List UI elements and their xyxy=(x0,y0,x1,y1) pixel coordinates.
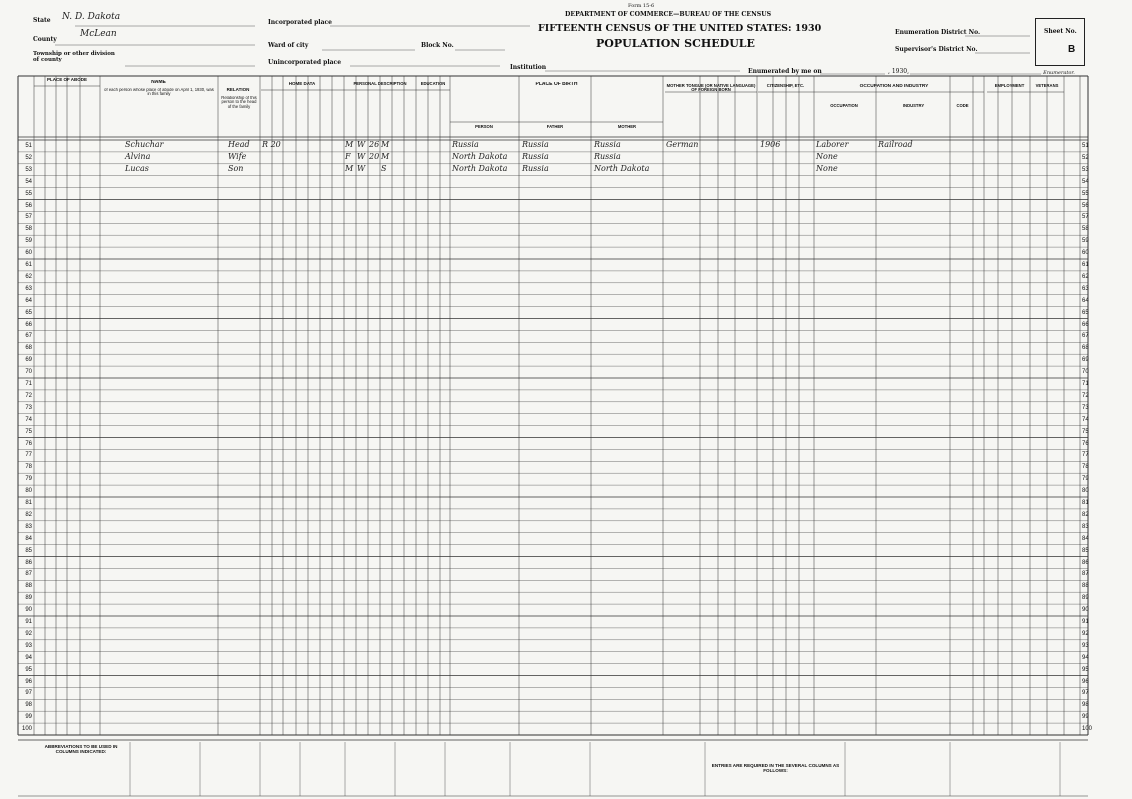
line-number-right: 95 xyxy=(1082,666,1089,673)
line-number-left: 53 xyxy=(25,166,32,173)
birth-place-person: North Dakota xyxy=(452,151,508,161)
line-number-right: 98 xyxy=(1082,702,1089,709)
enumerated-label: Enumerated by me on xyxy=(748,68,822,75)
person-name: Lucas xyxy=(125,163,149,173)
line-number-right: 77 xyxy=(1082,452,1089,459)
line-number-left: 72 xyxy=(25,392,32,399)
marital-status: M xyxy=(381,140,390,149)
home-tenure: R 20 xyxy=(262,140,281,149)
line-number-right: 88 xyxy=(1082,583,1089,590)
place-of-abode-head: PLACE OF ABODE xyxy=(46,78,88,82)
birth-place-father: Russia xyxy=(522,151,549,161)
unincorporated-label: Unincorporated place xyxy=(268,59,342,66)
line-number-left: 91 xyxy=(25,619,32,625)
occupation: None xyxy=(816,163,838,173)
person-name: Alvina xyxy=(125,151,151,161)
relation-head: RELATION xyxy=(226,88,250,92)
industry-head: INDUSTRY xyxy=(902,104,925,108)
race: W xyxy=(357,140,366,149)
line-number-right: 80 xyxy=(1082,488,1089,495)
line-number-right: 69 xyxy=(1082,357,1089,364)
line-number-right: 71 xyxy=(1082,381,1089,387)
line-number-left: 62 xyxy=(25,273,32,280)
line-number-left: 79 xyxy=(25,476,32,483)
line-number-right: 89 xyxy=(1082,595,1089,602)
line-number-left: 68 xyxy=(25,345,32,352)
line-number-right: 60 xyxy=(1082,250,1089,257)
line-number-right: 100 xyxy=(1082,726,1093,733)
occupation-head: OCCUPATION xyxy=(830,104,858,108)
occupation: Laborer xyxy=(816,140,849,149)
line-number-left: 58 xyxy=(25,226,32,233)
line-number-left: 54 xyxy=(25,178,32,185)
entries-title: ENTRIES ARE REQUIRED IN THE SEVERAL COLUMNS AS FOLLOWS: xyxy=(711,763,840,774)
marital-status: S xyxy=(381,163,387,173)
line-number-right: 54 xyxy=(1082,178,1089,185)
census-title: FIFTEENTH CENSUS OF THE UNITED STATES: 1930 xyxy=(538,23,822,34)
line-number-right: 78 xyxy=(1082,464,1089,471)
line-number-right: 72 xyxy=(1082,392,1089,399)
line-number-right: 94 xyxy=(1082,654,1089,661)
schedule-title: POPULATION SCHEDULE xyxy=(596,37,755,50)
line-number-right: 61 xyxy=(1082,262,1089,268)
relation: Wife xyxy=(228,151,247,161)
line-number-left: 95 xyxy=(25,666,32,673)
birth-place-person: Russia xyxy=(452,140,479,149)
line-number-right: 73 xyxy=(1082,404,1089,411)
line-number-right: 70 xyxy=(1082,369,1089,376)
line-number-right: 86 xyxy=(1082,559,1089,566)
line-number-left: 63 xyxy=(25,285,32,292)
line-number-right: 56 xyxy=(1082,202,1089,209)
industry: Railroad xyxy=(878,140,913,149)
line-number-left: 99 xyxy=(25,714,32,721)
line-number-right: 87 xyxy=(1082,571,1089,578)
line-number-left: 80 xyxy=(25,488,32,495)
veterans-head: VETERANS xyxy=(1035,84,1059,88)
line-number-right: 62 xyxy=(1082,273,1089,280)
birth-mother-head: MOTHER xyxy=(617,125,637,129)
employment-head: EMPLOYMENT xyxy=(994,84,1025,88)
state-label: State xyxy=(33,17,51,24)
year-suffix: , 1930, xyxy=(888,68,909,75)
line-number-right: 59 xyxy=(1082,238,1089,245)
line-number-left: 51 xyxy=(25,143,32,149)
birth-place-mother: Russia xyxy=(594,151,621,161)
line-number-right: 68 xyxy=(1082,345,1089,352)
line-number-left: 92 xyxy=(25,630,32,637)
person-name: Schuchar xyxy=(125,140,164,149)
line-number-left: 77 xyxy=(25,452,32,459)
line-number-left: 71 xyxy=(25,381,32,387)
line-number-right: 96 xyxy=(1082,678,1089,685)
line-number-right: 83 xyxy=(1082,523,1089,530)
line-number-left: 59 xyxy=(25,238,32,245)
line-number-left: 70 xyxy=(25,369,32,376)
line-number-left: 87 xyxy=(25,571,32,578)
line-number-left: 65 xyxy=(25,309,32,316)
line-number-left: 64 xyxy=(25,297,32,304)
line-number-left: 78 xyxy=(25,464,32,471)
sex: M xyxy=(345,140,354,149)
enumeration-district-label: Enumeration District No. xyxy=(895,29,981,36)
line-number-right: 65 xyxy=(1082,309,1089,316)
line-number-right: 90 xyxy=(1082,607,1089,614)
mother-tongue: German xyxy=(666,140,699,149)
line-number-left: 69 xyxy=(25,357,32,364)
line-number-left: 57 xyxy=(25,214,32,221)
county-value: McLean xyxy=(80,29,117,39)
line-number-right: 92 xyxy=(1082,630,1089,637)
line-number-right: 51 xyxy=(1082,143,1089,149)
age: 20 xyxy=(369,151,380,161)
line-number-left: 61 xyxy=(25,262,32,268)
place-of-birth-head: PLACE OF BIRTH xyxy=(535,82,578,87)
line-number-left: 98 xyxy=(25,702,32,709)
birth-place-person: North Dakota xyxy=(452,163,508,173)
birth-place-father: Russia xyxy=(522,140,549,149)
race: W xyxy=(357,163,366,173)
sheet-label: Sheet No. xyxy=(1044,28,1077,35)
line-number-right: 55 xyxy=(1082,190,1089,197)
line-number-right: 67 xyxy=(1082,333,1089,340)
line-number-right: 66 xyxy=(1082,321,1089,328)
line-number-left: 97 xyxy=(25,690,32,697)
state-value: N. D. Dakota xyxy=(62,12,121,22)
supervisor-district-label: Supervisor's District No. xyxy=(895,46,978,53)
relation: Son xyxy=(228,163,244,173)
birth-father-head: FATHER xyxy=(546,125,564,129)
birth-person-head: PERSON xyxy=(475,125,493,129)
race: W xyxy=(357,151,366,161)
relation-desc: Relationship of this person to the head of the family xyxy=(221,96,257,109)
line-number-right: 79 xyxy=(1082,476,1089,483)
ward-label: Ward of city xyxy=(268,42,309,49)
line-number-right: 63 xyxy=(1082,285,1089,292)
birth-place-mother: Russia xyxy=(594,140,621,149)
line-number-right: 85 xyxy=(1082,547,1089,554)
line-number-left: 100 xyxy=(21,726,32,733)
code-head: CODE xyxy=(956,104,969,108)
mother-tongue-head: MOTHER TONGUE (OR NATIVE LANGUAGE) OF FOREIGN BORN xyxy=(666,84,756,93)
line-number-left: 75 xyxy=(25,428,32,435)
line-number-left: 84 xyxy=(25,535,32,542)
line-number-right: 53 xyxy=(1082,166,1089,173)
line-number-left: 55 xyxy=(25,190,32,197)
line-number-left: 83 xyxy=(25,523,32,530)
birth-place-father: Russia xyxy=(522,163,549,173)
county-label: County xyxy=(33,36,57,43)
line-number-left: 93 xyxy=(25,642,32,649)
abbreviations-title: ABBREVIATIONS TO BE USED IN COLUMNS INDICATED: xyxy=(44,744,118,755)
sex: M xyxy=(345,163,354,173)
line-number-left: 94 xyxy=(25,654,32,661)
line-number-left: 86 xyxy=(25,559,32,566)
line-number-left: 82 xyxy=(25,511,32,518)
relation: Head xyxy=(228,140,250,149)
enumerator-label: , Enumerator. xyxy=(1040,70,1075,76)
line-number-right: 93 xyxy=(1082,642,1089,649)
line-number-right: 52 xyxy=(1082,154,1089,161)
education-head: EDUCATION xyxy=(420,82,446,86)
form-number: Form 15-6 xyxy=(628,3,655,9)
line-number-left: 52 xyxy=(25,154,32,161)
line-number-right: 82 xyxy=(1082,511,1089,518)
marital-status: M xyxy=(381,151,390,161)
line-number-left: 76 xyxy=(25,440,32,447)
line-number-right: 91 xyxy=(1082,619,1089,625)
citizenship-head: CITIZENSHIP, ETC. xyxy=(766,84,805,88)
line-number-right: 57 xyxy=(1082,214,1089,221)
line-number-left: 67 xyxy=(25,333,32,340)
institution-label: Institution xyxy=(510,64,547,71)
line-number-right: 84 xyxy=(1082,535,1089,542)
line-number-left: 73 xyxy=(25,404,32,411)
name-desc: of each person whose place of abode on April 1, 1930, was in this family xyxy=(104,88,214,97)
department-heading: DEPARTMENT OF COMMERCE—BUREAU OF THE CENSUS xyxy=(565,11,772,18)
line-number-left: 60 xyxy=(25,250,32,257)
occupation: None xyxy=(816,151,838,161)
line-number-left: 56 xyxy=(25,202,32,209)
sex: F xyxy=(345,151,351,161)
immigration-year: 1906 xyxy=(760,140,781,149)
block-label: Block No. xyxy=(421,42,454,49)
home-data-head: HOME DATA xyxy=(288,82,316,86)
line-number-left: 66 xyxy=(25,321,32,328)
birth-place-mother: North Dakota xyxy=(594,163,650,173)
line-number-right: 76 xyxy=(1082,440,1089,447)
sheet-value: B xyxy=(1068,44,1076,55)
line-number-left: 74 xyxy=(25,416,32,423)
line-number-left: 85 xyxy=(25,547,32,554)
age: 26 xyxy=(369,140,380,149)
occupation-industry-head: OCCUPATION AND INDUSTRY xyxy=(859,84,929,89)
township-label: Township or other division of county xyxy=(33,51,115,63)
personal-head: PERSONAL DESCRIPTION xyxy=(353,82,407,86)
line-number-right: 64 xyxy=(1082,297,1089,304)
line-number-right: 74 xyxy=(1082,416,1089,423)
sheet-number-box xyxy=(1035,18,1085,66)
line-number-left: 89 xyxy=(25,595,32,602)
line-number-left: 81 xyxy=(25,500,32,506)
line-number-left: 90 xyxy=(25,607,32,614)
name-head: NAME xyxy=(151,80,166,85)
line-number-left: 96 xyxy=(25,678,32,685)
line-number-right: 58 xyxy=(1082,226,1089,233)
incorporated-label: Incorporated place xyxy=(268,19,332,26)
line-number-right: 81 xyxy=(1082,500,1089,506)
line-number-right: 99 xyxy=(1082,714,1089,721)
line-number-right: 75 xyxy=(1082,428,1089,435)
line-number-right: 97 xyxy=(1082,690,1089,697)
line-number-left: 88 xyxy=(25,583,32,590)
